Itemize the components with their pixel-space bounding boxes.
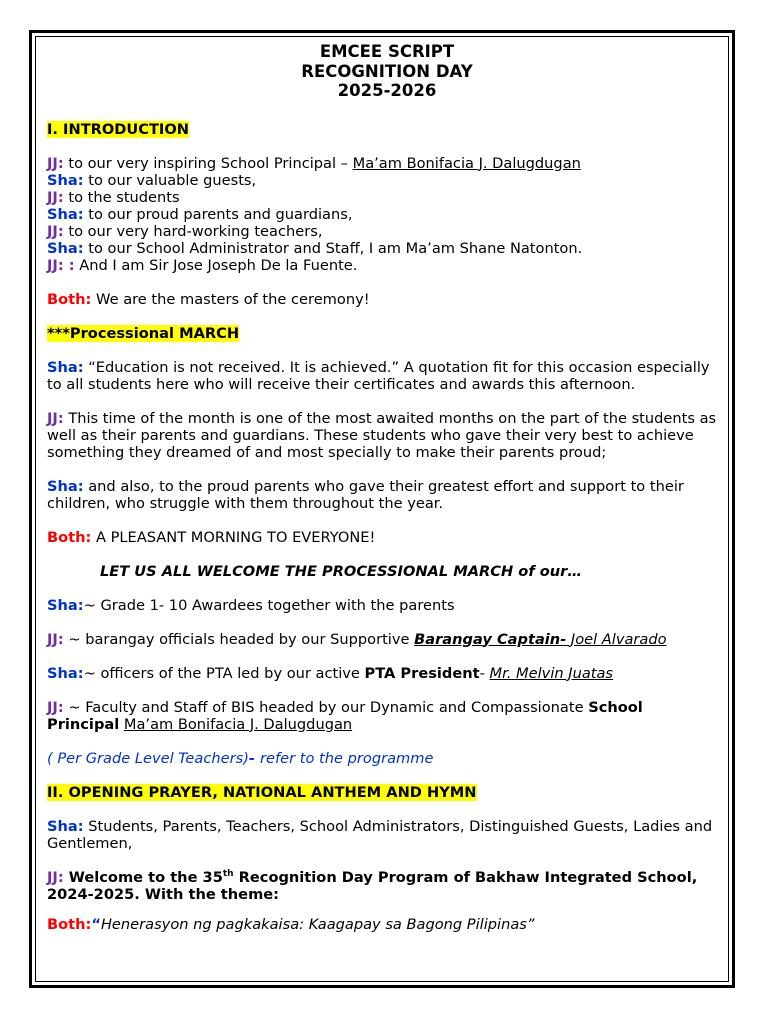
speaker-both: Both: — [47, 915, 92, 933]
principal-name: Ma’am Bonifacia J. Dalugdugan — [352, 154, 581, 172]
section-heading-processional: ***Processional MARCH — [47, 324, 240, 342]
speaker-jj: JJ: — [47, 698, 64, 716]
speaker-jj: JJ: — [47, 409, 64, 427]
intro-line: Sha: to our School Administrator and Staff, I am Ma’am Shane Natonton. — [47, 239, 583, 257]
document-body — [47, 42, 719, 933]
speaker-sha: Sha: — [47, 239, 84, 257]
intro-line: JJ: to our very inspiring School Principal – Ma’am Bonifacia J. Dalugdugan — [47, 154, 581, 172]
speaker-jj: JJ: — [47, 188, 64, 206]
speaker-jj: JJ: — [47, 222, 64, 240]
speaker-sha: Sha: — [47, 477, 84, 495]
title-line-2: RECOGNITION DAY — [301, 61, 473, 81]
sha-parents-paragraph: Sha: and also, to the proud parents who gave their greatest effort and support to their children, who struggle with them throughout the year. — [47, 477, 684, 512]
welcome-processional-line: LET US ALL WELCOME THE PROCESSIONAL MARCH of our… — [100, 562, 582, 580]
speaker-jj: JJ: — [47, 154, 64, 172]
speaker-sha: Sha: — [47, 817, 84, 835]
speaker-sha: Sha: — [47, 171, 84, 189]
sha-pta-line: Sha:~ officers of the PTA led by our active PTA President- Mr. Melvin Juatas — [47, 664, 614, 682]
jj-faculty-line: JJ: ~ Faculty and Staff of BIS headed by our Dynamic and Compassionate School Principal Ma’am Bonifacia J. Dalugdugan — [47, 698, 643, 733]
speaker-jj: JJ: — [47, 256, 64, 274]
both-greeting-line: Both: A PLEASANT MORNING TO EVERYONE! — [47, 528, 376, 546]
speaker-jj: JJ: — [47, 868, 64, 886]
intro-line: JJ: : And I am Sir Jose Joseph De la Fuente. — [47, 256, 358, 274]
both-masters-line: Both: We are the masters of the ceremony! — [47, 290, 370, 308]
speaker-both: Both: — [47, 290, 92, 308]
speaker-sha: Sha: — [47, 358, 84, 376]
intro-line: Sha: to our valuable guests, — [47, 171, 257, 189]
title-line-1: EMCEE SCRIPT — [319, 42, 455, 61]
speaker-jj: JJ: — [47, 630, 64, 648]
document-title — [55, 42, 719, 101]
speaker-sha: Sha: — [47, 205, 84, 223]
jj-welcome-paragraph: JJ: Welcome to the 35th Recognition Day Program of Bakhaw Integrated School, 2024-2025. With the theme: — [47, 868, 698, 903]
intro-line: JJ: to our very hard-working teachers, — [47, 222, 323, 240]
jj-month-paragraph: JJ: This time of the month is one of the most awaited months on the part of the students as well as their parents and guardians. These students who gave their very best to achieve something they dreamed of and most specially to make their parents proud; — [47, 409, 717, 461]
section-heading-opening: II. OPENING PRAYER, NATIONAL ANTHEM AND HYMN — [47, 783, 477, 801]
theme-text: Henerasyon ng pagkakaisa: Kaagapay sa Bagong Pilipinas” — [100, 915, 535, 933]
intro-line: Sha: to our proud parents and guardians, — [47, 205, 353, 223]
section-heading-introduction: I. INTRODUCTION — [47, 120, 189, 138]
speaker-sha: Sha: — [47, 596, 84, 614]
per-grade-note: ( Per Grade Level Teachers)- refer to the programme — [47, 749, 434, 767]
speaker-sha: Sha: — [47, 664, 84, 682]
both-theme-line: Both:“Henerasyon ng pagkakaisa: Kaagapay sa Bagong Pilipinas” — [47, 915, 535, 933]
sha-audience-paragraph: Sha: Students, Parents, Teachers, School Administrators, Distinguished Guests, Ladies and Gentlemen, — [47, 817, 713, 852]
speaker-both: Both: — [47, 528, 92, 546]
intro-line: JJ: to the students — [47, 188, 180, 206]
sha-quote-paragraph: Sha: “Education is not received. It is achieved.” A quotation fit for this occasion especially to all students here who will receive their certificates and awards this afternoon. — [47, 358, 710, 393]
sha-grade-line: Sha:~ Grade 1- 10 Awardees together with the parents — [47, 596, 455, 614]
jj-barangay-line: JJ: ~ barangay officials headed by our Supportive Barangay Captain- Joel Alvarado — [47, 630, 667, 648]
title-line-3: 2025-2026 — [337, 81, 437, 100]
